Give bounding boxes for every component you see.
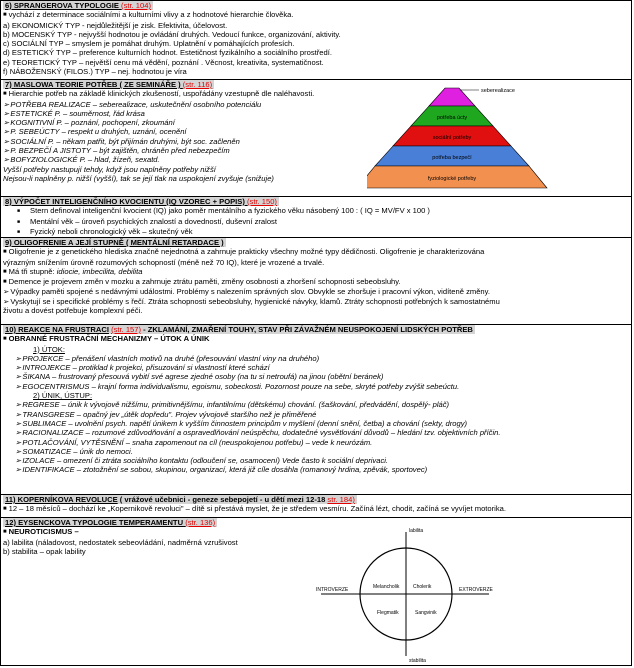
section-eysenck: [1, 518, 631, 665]
section-title: 9) OLIGOFRENIE A JEJÍ STUPNĚ ( MENTÁLNÍ RETARDACE ): [5, 238, 224, 247]
subheading: ■ NEUROTICISMUS –: [3, 527, 629, 537]
text-line: e) TEORETICKÝ TYP – největší cenu má vědění, poznání . Věcnost, kreativita, systematičnost.: [3, 57, 324, 67]
list-item: ■ Mentální věk – úroveň psychických znalostí a dovedností, duševní zralost: [3, 217, 629, 227]
list-item: ➢ PROJEKCE – přenášení vlastních motivů na druhé (přesouvání vlastní viny na druhého): [3, 354, 629, 363]
text-line: Vyšší potřeby nastupují tehdy, když jsou naplněny potřeby nižší: [3, 164, 216, 174]
section-title: 10) REAKCE NA FRUSTRACI (str. 157) - ZKLAMÁNÍ, ZMAŘENÍ TOUHY, STAV PŘI ZÁVAŽNÉM NEUSPOKOJENÍ LIDSKÝCH POTŘEB: [5, 325, 473, 334]
section-maslow: [1, 80, 631, 197]
list-item: ➢ SUBLIMACE – uvolnění psych. napětí únikem k vyšším činnostem principům v myšlení (denní snění, četba) a chování (sekty, drogy): [3, 419, 629, 428]
list-item: ➢ KOGNITIVNÍ P. – poznání, pochopení, zkoumání: [3, 118, 629, 127]
section-spranger: [1, 1, 631, 80]
subheading-escape: 2) ÚNIK, ÚSTUP:: [33, 391, 93, 401]
axis-label-bottom: stabilita: [409, 658, 426, 664]
subheading: ■ OBRANNÉ FRUSTRAČNÍ MECHANIZMY – ÚTOK A ÚNIK: [3, 334, 629, 344]
text-line: b) MOCENSKÝ TYP - nejvyšší hodnotou je ovládání druhých. Vedoucí funkce, organizování, aktivity.: [3, 29, 341, 39]
list-item: ➢ REGRESE – únik k vývojově nižšímu, primitivnějšímu, infantilnímu (dětskému) chování. (šaškování, předvádění, dospělý- pláč): [3, 400, 629, 409]
section-title: 7) MASLOWA TEORIE POTŘEB ( ZE SEMINÁŘE ) (str. 116): [5, 80, 213, 89]
list-item: ➢ SOCIÁLNÍ P. – někam patřit, být přijímán druhými, být soc. začleněn: [3, 137, 629, 146]
pyramid-label: sociální potřeby: [432, 135, 472, 141]
list-item: ➢ IDENTIFIKACE – ztotožnění se sobou, skupinou, organizací, která již cíle dosáhla (romanový hrdina, zpěvák, sportovec): [3, 465, 629, 474]
axis-label-top: labilita: [409, 528, 424, 534]
list-item: ➢ POTŘEBA REALIZACE – seberealizace, uskutečnění osobního potenciálu: [3, 100, 629, 109]
text-line: životu a dovést potřebuje komplexní péči.: [3, 306, 143, 316]
text-line: výrazným snížením úrovně rozumových schopností (méně než 70 IQ), které je vrozené a trvalé.: [3, 257, 325, 267]
section-frustrace: [1, 325, 631, 495]
quadrant-label: Flegmatik: [377, 610, 399, 616]
list-item: ➢ TRANSGRESE – opačný jev „útěk dopředu". Projev vývojově staršího než je přiměřené: [3, 410, 629, 419]
section-title: 12) EYSENCKOVA TYPOLOGIE TEMPERAMENTU (str. 136): [5, 518, 216, 527]
text-line: ■ Demence je projevem změn v mozku a zahrnuje ztrátu paměti, změny osobnosti a zhoršení schopnosti sebeobsluhy.: [3, 277, 629, 287]
list-item: ➢ BOFYZIOLOGICKÉ P. – hlad, žízeň, sexatd.: [3, 155, 629, 164]
text-line: ➢ Vyskytují se i specifické problémy s řečí. Ztráta schopnosti sebeobsluhy, hygienické návyky, klamů. Ztráty schopnosti potřebných k samostatnému: [3, 297, 629, 306]
list-item: ➢ ŠIKANA – frustrovaný přesouvá vybití své agrese zjedné osoby (na tu si netroufá) na jinou (obětní beránek): [3, 372, 629, 381]
section-title: 11) KOPERNÍKOVA REVOLUCE ( vrážové učebnici - geneze sebepojetí - u dětí mezi 12-18 str. 184): [5, 495, 355, 504]
section-oligofrenie: [1, 238, 631, 325]
text-line: ■ Má tři stupně: idiocie, imbecilita, debilita: [3, 267, 629, 277]
text-line: ➢ Výpadky paměti spojené s nedávnými událostmi. Problémy s nalezením správných slov. Obvykle se zhoršuje i pracovní výkon, vidíteně změny.: [3, 287, 629, 296]
axis-label-left: INTROVERZE: [316, 587, 349, 593]
subheading-attack: 1) ÚTOK:: [33, 344, 65, 354]
pyramid-label: potřeba bezpečí: [432, 155, 472, 161]
text-line: c) SOCIÁLNÍ TYP – smyslem je pomáhat druhým. Uplatnění v pomáhajících profesích.: [3, 39, 295, 49]
list-item: ➢ EGOCENTRISMUS – krajní forma individualismu, egoismu, sobeckosti. Pozornost pouze na sebe, skryté potřeby zvýšit sebeúctu.: [3, 382, 629, 391]
list-item: ➢ P. BEZPEČÍ A JISTOTY – být zajištěn, chráněn před nebezpečím: [3, 146, 629, 155]
section-title: 8) VÝPOČET INTELIGENČNÍHO KVOCIENTU (IQ VZOREC + POPIS) (str. 150): [5, 197, 277, 206]
text-line: ■ vychází z determinace sociálními a kulturními vlivy a z hodnotové hierarchie člověka.: [3, 10, 629, 20]
text-line: ■ 12 – 18 měsíců – dochází ke „Kopernikově revoluci" – dítě si přestává myslet, že je středem vesmíru. Začíná lézt, chodit, začíná se vyvíjet motorika.: [3, 504, 629, 514]
pyramid-level: [429, 88, 475, 106]
quadrant-label: Sangvinik: [415, 610, 437, 616]
pyramid-label: fyziologické potřeby: [427, 176, 477, 182]
text-line: f) NÁBOŽENSKÝ (FILOS.) TYP – nej. hodnotou je víra: [3, 67, 187, 77]
text-line: ■ Hierarchie potřeb na základě klinických zkušeností, uspořádány vzestupně dle naléhavosti.: [3, 89, 629, 99]
list-item: ➢ IZOLACE – omezení či ztráta sociálního kontaktu (odloučení se, osamocení) Vede často k sociální deprivaci.: [3, 456, 629, 465]
text-line: a) labilita (náladovost, nedostatek sebeovládání, nadměrná vzrušivost: [3, 537, 238, 547]
text-line: d) ESTETICKÝ TYP – preference kulturních hodnot. Estetičnost fyzikálního a sociálního prostředí.: [3, 48, 332, 58]
text-line: Nejsou-li naplněny p. nižší (vyšší), tak se její tlak na uspokojení zvyšuje (snižuje): [3, 173, 274, 183]
pyramid-label: potřeba úcty: [436, 115, 468, 121]
quadrant-label: Cholerik: [413, 584, 432, 590]
section-title: 6) SPRANGEROVA TYPOLOGIE (str. 104): [5, 1, 152, 10]
list-item: ➢ POTLAČOVÁNÍ, VYTĚSNĚNÍ – snaha zapomenout na cíl (neuspokojenou potřebu) – vede k neurózám.: [3, 438, 629, 447]
list-item: ➢ INTROJEKCE – protiklad k projekci, přisuzování si vlastností které schází: [3, 363, 629, 372]
text-line: b) stabilita – opak lability: [3, 546, 86, 556]
list-item: ➢ P. SEBEÚCTY – respekt u druhých, uznání, ocenění: [3, 127, 629, 136]
list-item: ➢ RACIONALIZACE – rozumové zdůvodňování a ospravedlňování neúspěchu, dodatečné vysvětlování důvodů – hledání tzv. objektivních příčin.: [3, 428, 629, 437]
pyramid-label: seberealizace: [481, 88, 515, 94]
text-line: a) EKONOMICKÝ TYP - nejdůležitější je zisk. Efektivita, účelovost.: [3, 20, 228, 30]
list-item: ➢ ESTETICKÉ P. – souměrnost, řád krása: [3, 109, 629, 118]
text-line: ■ Oligofrenie je z genetického hlediska značně nejednotná a zahrnuje prakticky všechny možné typy dědičnosti. Oligofrenie je charakterizována: [3, 247, 629, 257]
maslow-pyramid: [367, 86, 627, 194]
quadrant-label: Melancholik: [373, 584, 400, 590]
list-item: ■ Stern definoval inteligenční kvocient (IQ) jako poměr mentálního a fyzického věku násobený 100 : ( IQ = MV/FV x 100 ): [3, 206, 629, 216]
section-iq: [1, 197, 631, 238]
list-item: ➢ SOMATIZACE – únik do nemoci.: [3, 447, 629, 456]
axis-label-right: EXTROVERZE: [459, 587, 493, 593]
list-item: ■ Fyzický neboli chronologický věk – skutečný věk: [3, 227, 629, 237]
eysenck-diagram: [301, 522, 501, 664]
section-kopernik: [1, 495, 631, 518]
